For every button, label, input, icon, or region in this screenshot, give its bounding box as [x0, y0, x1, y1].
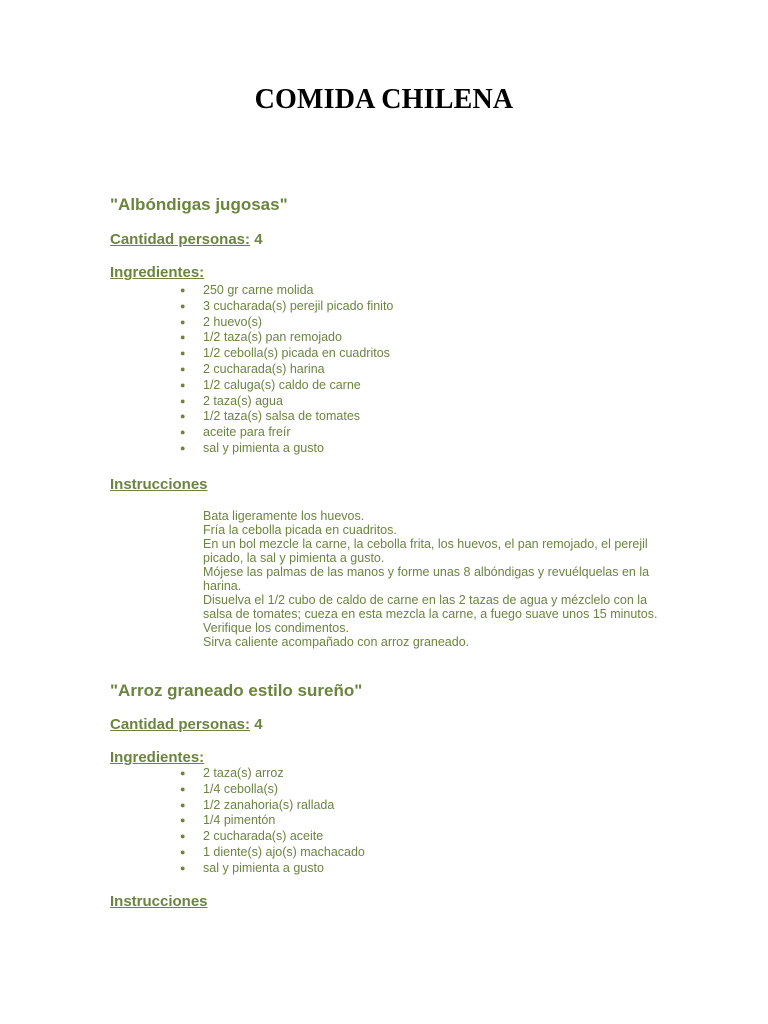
ingredient-text: sal y pimienta a gusto: [203, 860, 324, 875]
servings-value: 4: [254, 231, 263, 248]
bullet-icon: ●: [180, 831, 186, 842]
ingredients-heading: Ingredientes:: [110, 264, 205, 281]
instruction-step: Fría la cebolla picada en cuadritos.: [203, 523, 397, 537]
ingredient-text: sal y pimienta a gusto: [203, 440, 324, 455]
ingredient-text: 1/2 cebolla(s) picada en cuadritos: [203, 346, 390, 361]
list-item: [0, 425, 393, 441]
instruction-step: Mójese las palmas de las manos y forme unas 8 albóndigas y revuélquelas en la harina.: [203, 565, 650, 593]
bullet-icon: ●: [180, 427, 186, 438]
servings-value: 4: [254, 716, 263, 733]
servings-label: Cantidad personas:: [110, 716, 251, 733]
list-item: [0, 798, 365, 814]
bullet-icon: ●: [180, 799, 186, 810]
list-item: [0, 299, 393, 315]
instruction-step: Sirva caliente acompañado con arroz graneado.: [203, 635, 470, 649]
instruction-step: Verifique los condimentos.: [203, 621, 349, 635]
ingredient-text: 2 huevo(s): [203, 314, 263, 329]
bullet-icon: ●: [180, 768, 186, 778]
ingredient-text: 2 cucharada(s) aceite: [203, 829, 324, 844]
bullet-icon: ●: [180, 332, 186, 343]
list-item: [0, 441, 393, 457]
ingredients-list: [0, 766, 365, 877]
ingredient-text: 1/2 zanahoria(s) rallada: [203, 797, 335, 812]
bullet-icon: ●: [180, 395, 186, 406]
bullet-icon: ●: [180, 300, 186, 311]
instruction-step: Bata ligeramente los huevos.: [203, 509, 365, 523]
bullet-icon: ●: [180, 846, 186, 857]
list-item: [0, 829, 365, 845]
instruction-step: En un bol mezcle la carne, la cebolla frita, los huevos, el pan remojado, el perejil picado, la sal y pimienta a gusto.: [203, 537, 648, 565]
ingredient-text: 3 cucharada(s) perejil picado finito: [203, 298, 394, 313]
instructions-body: [203, 509, 663, 649]
ingredients-heading: Ingredientes:: [110, 749, 205, 766]
bullet-icon: ●: [180, 285, 186, 295]
servings-line: [110, 231, 263, 248]
instruction-step: Disuelva el 1/2 cubo de caldo de carne en las 2 tazas de agua y mézclelo con la salsa de tomates; cueza en esta mezcla la carne, a fuego suave unos 15 minutos.: [203, 593, 658, 621]
ingredient-text: 2 taza(s) agua: [203, 393, 283, 408]
ingredient-text: 1/2 taza(s) salsa de tomates: [203, 409, 361, 424]
list-item: [0, 362, 393, 378]
list-item: [0, 315, 393, 331]
bullet-icon: ●: [180, 815, 186, 826]
bullet-icon: ●: [180, 316, 186, 327]
list-item: [0, 782, 365, 798]
ingredient-text: aceite para freír: [203, 425, 291, 440]
bullet-icon: ●: [180, 348, 186, 359]
list-item: [0, 330, 393, 346]
document-title: COMIDA CHILENA: [254, 84, 514, 115]
ingredient-text: 1/4 cebolla(s): [203, 781, 279, 796]
ingredient-text: 1/4 pimentón: [203, 813, 276, 828]
list-item: [0, 346, 393, 362]
ingredients-list: [0, 283, 393, 457]
list-item: [0, 378, 393, 394]
instructions-heading: Instrucciones: [110, 893, 208, 910]
instructions-heading: Instrucciones: [110, 476, 208, 493]
bullet-icon: ●: [180, 442, 186, 453]
servings-label: Cantidad personas:: [110, 231, 251, 248]
list-item: [0, 845, 365, 861]
recipe-title-albondigas: "Albóndigas jugosas": [110, 195, 288, 214]
list-item: [0, 813, 365, 829]
ingredient-text: 1/2 taza(s) pan remojado: [203, 330, 342, 345]
bullet-icon: ●: [180, 783, 186, 794]
recipe-title-arroz: "Arroz graneado estilo sureño": [110, 681, 363, 700]
ingredient-text: 1/2 caluga(s) caldo de carne: [203, 377, 361, 392]
list-item: [0, 283, 393, 299]
ingredient-text: 2 cucharada(s) harina: [203, 361, 325, 376]
bullet-icon: ●: [180, 862, 186, 873]
bullet-icon: ●: [180, 363, 186, 374]
list-item: [0, 861, 365, 877]
ingredient-text: 2 taza(s) arroz: [203, 766, 284, 780]
ingredient-text: 250 gr carne molida: [203, 283, 314, 297]
servings-line: [110, 716, 263, 733]
ingredient-text: 1 diente(s) ajo(s) machacado: [203, 844, 365, 859]
list-item: [0, 394, 393, 410]
list-item: [0, 766, 365, 782]
list-item: [0, 409, 393, 425]
bullet-icon: ●: [180, 411, 186, 422]
bullet-icon: ●: [180, 379, 186, 390]
